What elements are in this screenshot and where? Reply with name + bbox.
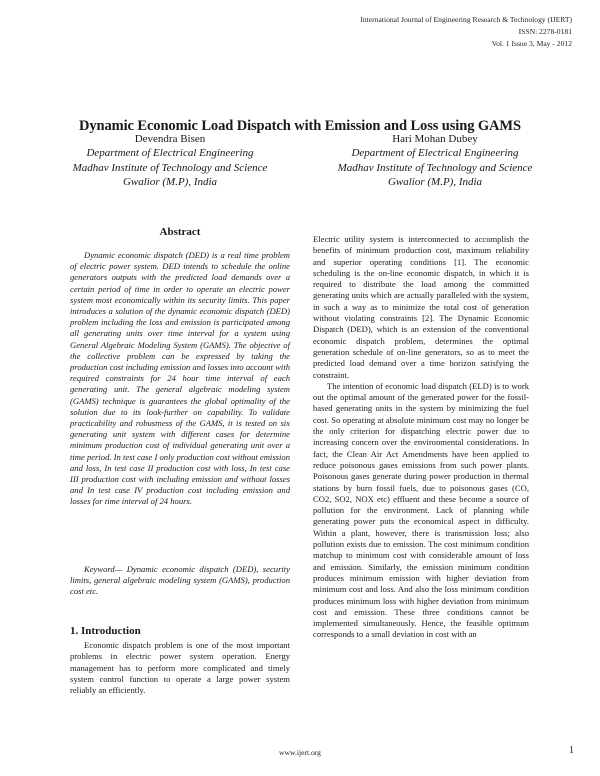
introduction-text — [70, 640, 290, 696]
introduction-heading: 1. Introduction — [70, 625, 141, 637]
right-paragraph-2: The intention of economic load dispatch (ELD) is to work out the optimal amount of the generated power for the fossil-based generating units in the system by minimizing the fuel cost. So operating at absolute minimum cost may no longer be the only criterion for dispatching electric power due to increasing concern over the environmental considerations. In fact, the Clean Air Act Amendments have been applied to reduce poisonous gases emissions from such power plants. Poisonous gases generate during power production in thermal stations by burn fossil fuels, due to poisonous gases (CO, CO2, SO2, NOX etc) effluent and these become a source of pollution for the environment. Lack of planning while generating power puts the economical aspect in difficulty. Within a plant, however, there is transmission loss; also pollution exists due to emission. The cost minimum condition matchup to minimum cost with considerable amount of loss and emission. Similarly, the emission minimum condition produces minimum emission with higher deviation from minimum cost and loss. And also the loss minimum condition produces minimum loss with higher deviation from minimum cost and emission. These three conditions cannot be implemented simultaneously. Hence, the feasible optimum corresponds to a small deviation in cost with an — [313, 380, 529, 640]
journal-volume: Vol. 1 Issue 3, May - 2012 — [491, 39, 572, 48]
author-block-2 — [285, 132, 585, 190]
paper-title: Dynamic Economic Load Dispatch with Emission and Loss using GAMS — [79, 118, 521, 134]
abstract-text — [70, 250, 290, 508]
author-city: Gwalior (M.P), India — [387, 176, 483, 189]
abstract-paragraph: Dynamic economic dispatch (DED) is a real time problem of electric power system. DED intends to schedule the online generators outputs with the predicted load demands over a certain period of time in order to operate an electric power system most economically within its security limits. This paper introduces a solution of the dynamic economic dispatch (DED) problem including the loss and emission is participated among all generating units over time interval for a system using General Algebraic Modeling System (GAMS). The objective of the collective problem can be expressed by taking the production cost including emission and losses into account with required constraints for 24 hour time interval of each generating unit. The general algebraic modeling system (GAMS) technique is guarantees the global optimality of the solution due to its look-further on capability. To validate practicability and robustness of the GAMS, it is tested on six generating unit system with different cases for determine minimum production cost of individual generating unit over a time period. In test case I only production cost without emission and loss, In test case II production cost with loss, In test case III production cost with including emission and without losses and In test case IV production cost including emission and losses for time interval of 24 hours. — [70, 250, 290, 507]
right-paragraph-1: Electric utility system is interconnected to accomplish the benefits of minimum production cost, maximum reliability and superior operating conditions [1]. The economic scheduling is the on-line economic dispatch, in which it is required to distribute the load among the committed generating units which are actually paralleled with the system, in such a way as to minimize the total cost of generation without violating constraints [2]. The Dynamic Economic Dispatch (DED), which is an extension of the conventional economic dispatch problem, determines the optimal generation schedule of on-line generators, so as to meet the predicted load demand over a time horizon satisfying the constraint. — [313, 234, 529, 380]
right-column-text — [313, 234, 529, 641]
author-name: Devendra Bisen — [134, 133, 206, 145]
journal-issn: ISSN: 2278-0181 — [518, 27, 572, 36]
abstract-heading: Abstract — [159, 226, 201, 238]
author-institute: Madhav Institute of Technology and Science — [72, 161, 268, 174]
page-number: 1 — [569, 745, 574, 756]
author-name: Hari Mohan Dubey — [392, 133, 478, 145]
footer-url[interactable]: www.ijert.org — [279, 748, 321, 757]
author-department: Department of Electrical Engineering — [86, 147, 254, 160]
keywords — [70, 564, 290, 598]
introduction-paragraph: Economic dispatch problem is one of the most important problems in electric power system operation. Energy management has to perform more complicated and timely system control function to operate a large power system reliably an efficiently. — [70, 640, 290, 696]
author-city: Gwalior (M.P), India — [122, 176, 218, 189]
author-department: Department of Electrical Engineering — [351, 147, 519, 160]
author-institute: Madhav Institute of Technology and Science — [337, 161, 533, 174]
keywords-text: Keyword— Dynamic economic dispatch (DED), security limits, general algebraic modeling system (GAMS), production cost etc. — [70, 564, 290, 597]
journal-header — [360, 14, 572, 50]
journal-name: International Journal of Engineering Research & Technology (IJERT) — [360, 15, 572, 24]
author-block-1 — [20, 132, 320, 190]
